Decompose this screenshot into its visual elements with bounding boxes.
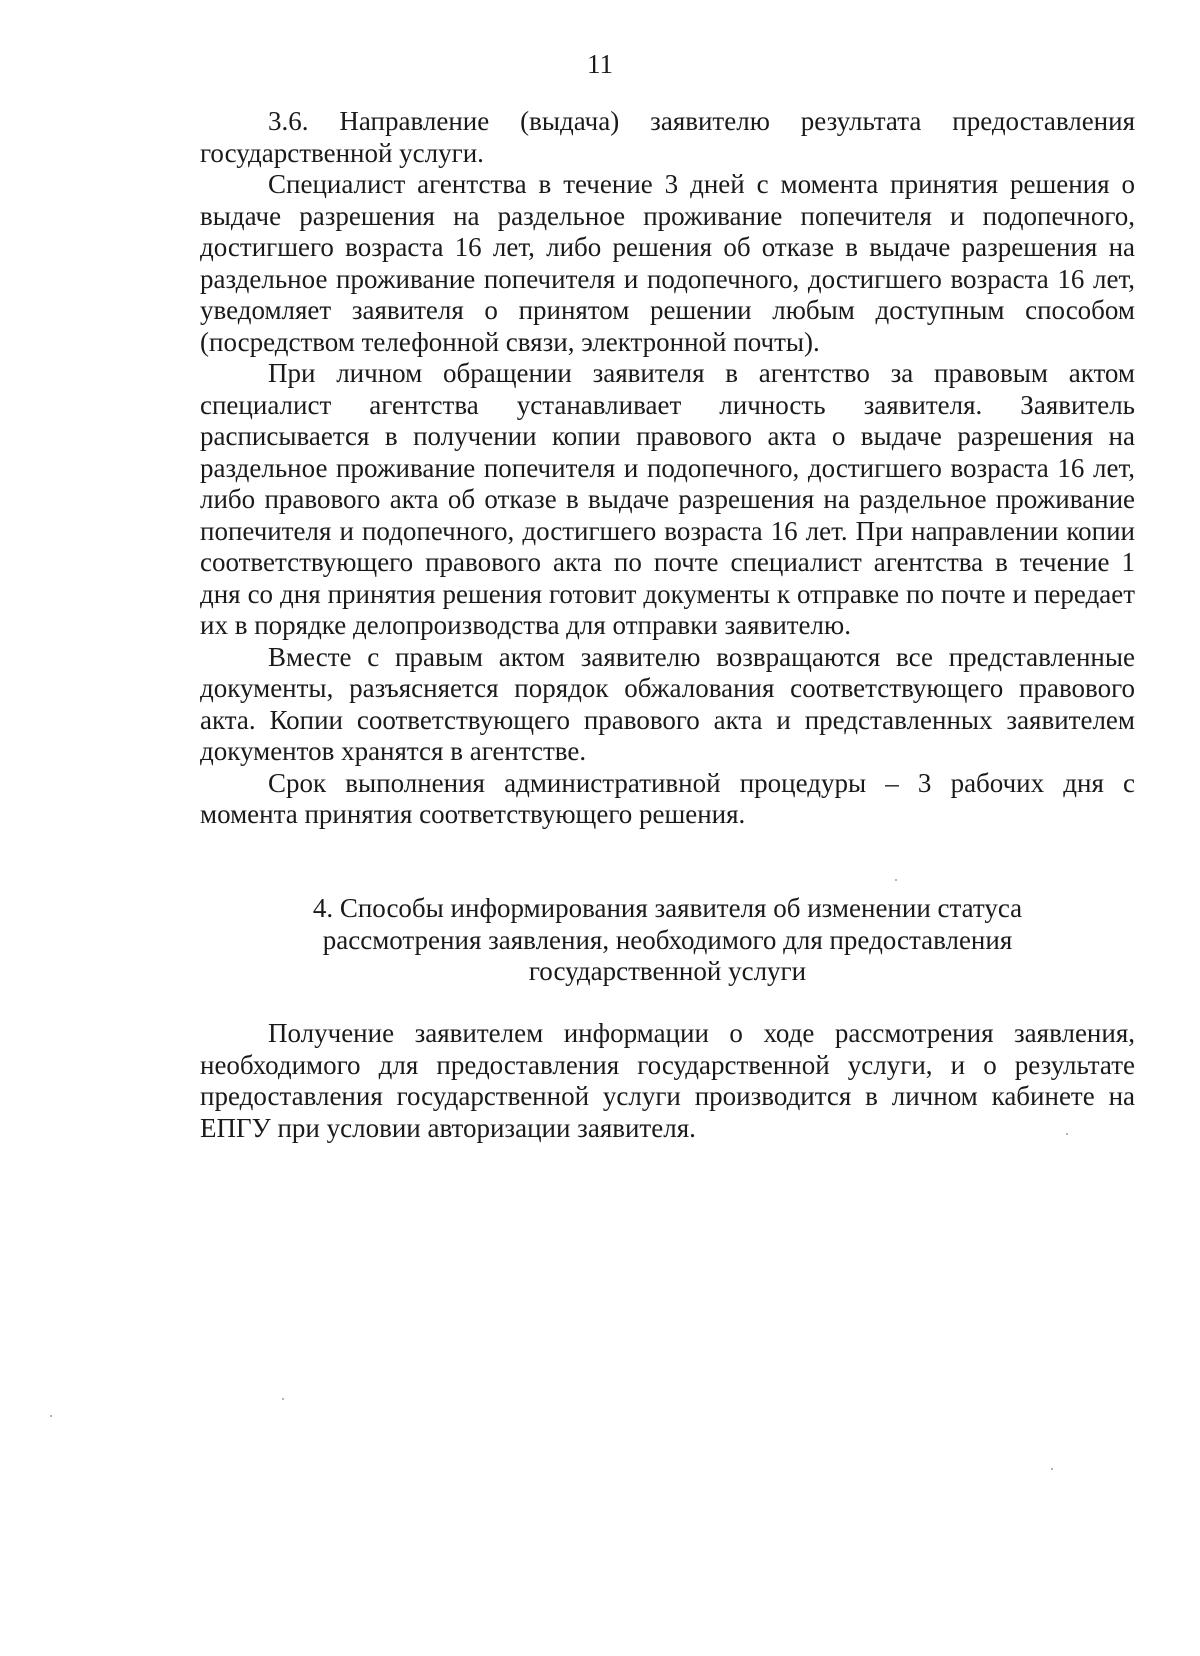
paragraph-personal-visit: При личном обращении заявителя в агентство за правовым актом специалист агентства устанавливает личность заявителя. Заявитель расписывается в получении копии правового акта о выдаче разрешения на раздельное проживание попечителя и подопечного, достигшего возраста 16 лет, либо правового акта об отказе в выдаче разрешения на раздельное проживание попечителя и подопечного, достигшего возраста 16 лет. При направлении копии соответствующего правового акта по почте специалист агентства в течение 1 дня со дня принятия решения готовит документы к отправке по почте и передает их в порядке делопроизводства для отправки заявителю. bbox=[200, 358, 1135, 640]
section-4-body bbox=[200, 1018, 1135, 1144]
section-4-heading-line: 4. Способы информирования заявителя об изменении статуса bbox=[312, 893, 1023, 923]
scan-speck bbox=[282, 1398, 284, 1400]
section-3-6-title: 3.6. Направление (выдача) заявителю результата предоставления государственной услуги. bbox=[200, 106, 1135, 168]
scan-speck bbox=[1051, 1468, 1053, 1470]
paragraph-epgu-info: Получение заявителем информации о ходе рассмотрения заявления, необходимого для предоставления государственной услуги, и о результате предоставления государственной услуги производится в личном кабинете на ЕПГУ при условии авторизации заявителя. bbox=[200, 1018, 1135, 1143]
paragraph-notification: Специалист агентства в течение 3 дней с момента принятия решения о выдаче разрешения на раздельное проживание попечителя и подопечного, достигшего возраста 16 лет, либо решения об отказе в выдаче разрешения на раздельное проживание попечителя и подопечного, достигшего возраста 16 лет, уведомляет заявителя о принятом решении любым доступным способом (посредством телефонной связи, электронной почты). bbox=[200, 169, 1135, 357]
section-4-heading-line: рассмотрения заявления, необходимого для предоставления bbox=[322, 924, 1013, 955]
scan-speck bbox=[50, 1415, 52, 1417]
paragraph-deadline: Срок выполнения административной процедуры – 3 рабочих дня с момента принятия соответствующего решения. bbox=[200, 767, 1135, 829]
section-4-heading-line: государственной услуги bbox=[528, 956, 807, 986]
section-4-heading bbox=[200, 893, 1135, 988]
paragraph-documents-returned: Вместе с правым актом заявителю возвращаются все представленные документы, разъясняется порядок обжалования соответствующего правового акта. Копии соответствующего правового акта и представленных заявителем документов хранятся в агентстве. bbox=[200, 641, 1135, 766]
section-3-6 bbox=[200, 106, 1135, 831]
scan-speck bbox=[895, 879, 897, 881]
scan-speck bbox=[1066, 1133, 1068, 1135]
page-number: 11 bbox=[587, 49, 613, 79]
